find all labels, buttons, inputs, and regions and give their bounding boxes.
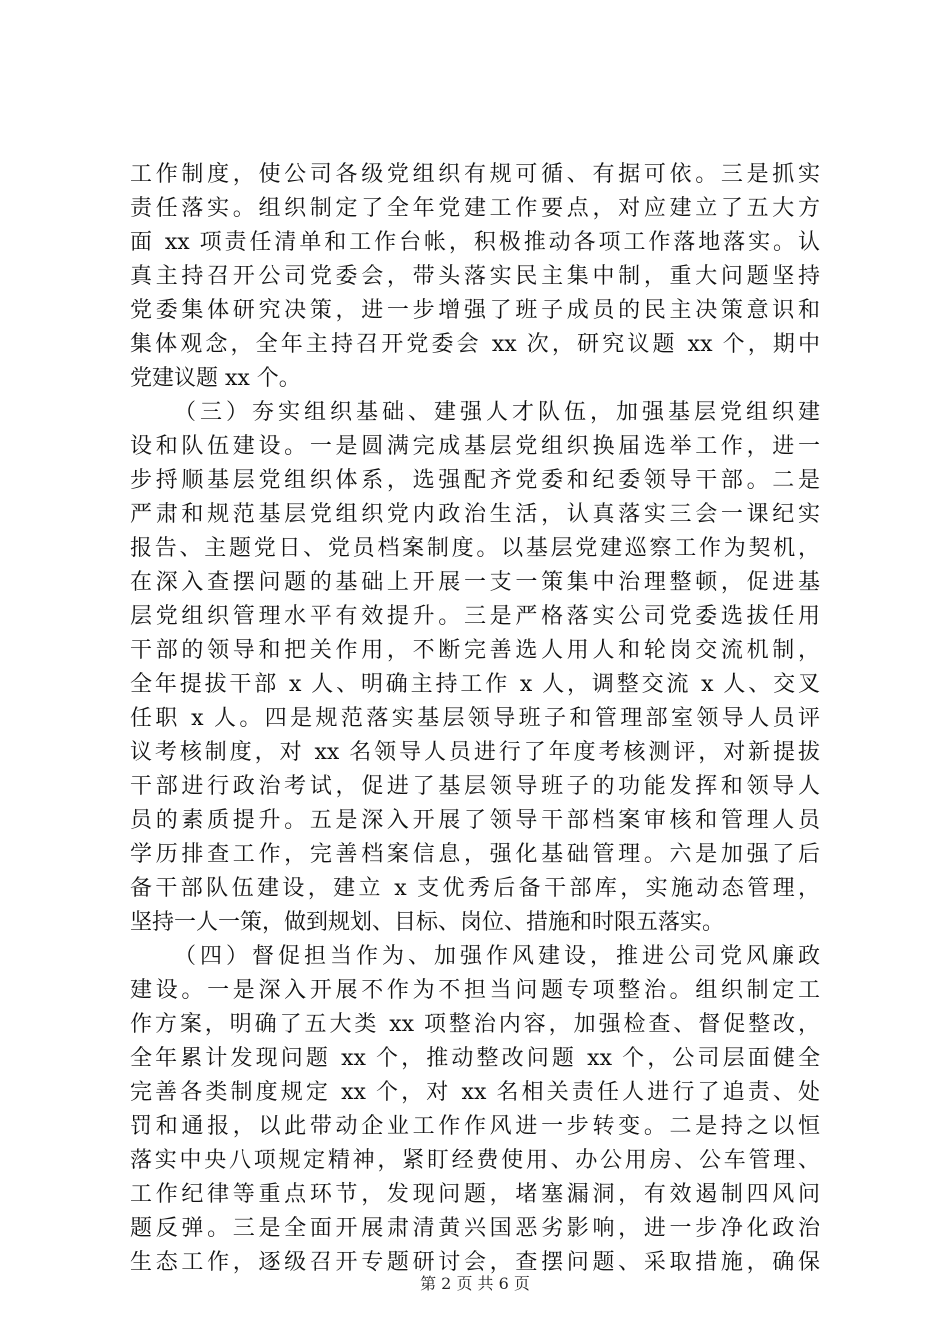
text-line-14: 层党组织管理水平有效提升。三是严格落实公司党委选拔任用 (130, 604, 820, 629)
text-line-7: 党建议题 xx 个。 (130, 366, 301, 391)
text-line-29: 罚和通报，以此带动企业工作作风进一步转变。二是持之以恒 (130, 1114, 820, 1139)
page-footer (0, 1274, 950, 1294)
text-line-1: 工作制度，使公司各级党组织有规可循、有据可依。三是抓实 (130, 162, 820, 187)
text-line-25: 建设。一是深入开展不作为不担当问题专项整治。组织制定工 (130, 978, 820, 1003)
text-line-15: 干部的领导和把关作用，不断完善选人用人和轮岗交流机制， (130, 638, 820, 663)
text-line-16: 全年提拔干部 x 人、明确主持工作 x 人，调整交流 x 人、交叉 (130, 672, 820, 697)
text-line-31: 工作纪律等重点环节，发现问题，堵塞漏洞，有效遏制四风问 (130, 1182, 820, 1207)
text-line-11: 严肃和规范基层党组织党内政治生活，认真落实三会一课纪实 (130, 502, 820, 527)
text-line-13: 在深入查摆问题的基础上开展一支一策集中治理整顿，促进基 (130, 570, 820, 595)
section-heading-3: （三）夯实组织基础、建强人才队伍，加强基层党组织建 (174, 400, 820, 425)
text-line-3: 面 xx 项责任清单和工作台帐，积极推动各项工作落地落实。认 (130, 230, 820, 255)
text-line-28: 完善各类制度规定 xx 个，对 xx 名相关责任人进行了追责、处 (130, 1080, 820, 1105)
text-line-6: 集体观念，全年主持召开党委会 xx 次，研究议题 xx 个，期中 (130, 332, 820, 357)
text-line-5: 党委集体研究决策，进一步增强了班子成员的民主决策意识和 (130, 298, 820, 323)
section-heading-4: （四）督促担当作为、加强作风建设，推进公司党风廉政 (174, 944, 820, 969)
text-line-21: 学历排查工作，完善档案信息，强化基础管理。六是加强了后 (130, 842, 820, 867)
text-line-19: 干部进行政治考试，促进了基层领导班子的功能发挥和领导人 (130, 774, 820, 799)
text-line-2: 责任落实。组织制定了全年党建工作要点，对应建立了五大方 (130, 196, 820, 221)
text-line-30: 落实中央八项规定精神，紧盯经费使用、办公用房、公车管理、 (130, 1148, 820, 1173)
document-body (130, 158, 820, 1280)
page-number-label: 第 2 页 共 6 页 (420, 1274, 530, 1293)
text-line-12: 报告、主题党日、党员档案制度。以基层党建巡察工作为契机， (130, 536, 820, 561)
text-line-22: 备干部队伍建设，建立 x 支优秀后备干部库，实施动态管理， (130, 876, 820, 901)
text-line-26: 作方案，明确了五大类 xx 项整治内容，加强检查、督促整改， (130, 1012, 820, 1037)
text-line-20: 员的素质提升。五是深入开展了领导干部档案审核和管理人员 (130, 808, 820, 833)
text-line-27: 全年累计发现问题 xx 个，推动整改问题 xx 个，公司层面健全 (130, 1046, 820, 1071)
text-line-23: 坚持一人一策，做到规划、目标、岗位、措施和时限五落实。 (130, 910, 725, 935)
text-line-9: 设和队伍建设。一是圆满完成基层党组织换届选举工作，进一 (130, 434, 820, 459)
text-line-32: 题反弹。三是全面开展肃清黄兴国恶劣影响，进一步净化政治 (130, 1216, 820, 1241)
text-line-10: 步捋顺基层党组织体系，选强配齐党委和纪委领导干部。二是 (130, 468, 820, 493)
text-line-18: 议考核制度，对 xx 名领导人员进行了年度考核测评，对新提拔 (130, 740, 820, 765)
text-line-17: 任职 x 人。四是规范落实基层领导班子和管理部室领导人员评 (130, 706, 820, 731)
text-line-33: 生态工作，逐级召开专题研讨会，查摆问题、采取措施，确保 (130, 1250, 820, 1275)
text-line-4: 真主持召开公司党委会，带头落实民主集中制，重大问题坚持 (130, 264, 820, 289)
